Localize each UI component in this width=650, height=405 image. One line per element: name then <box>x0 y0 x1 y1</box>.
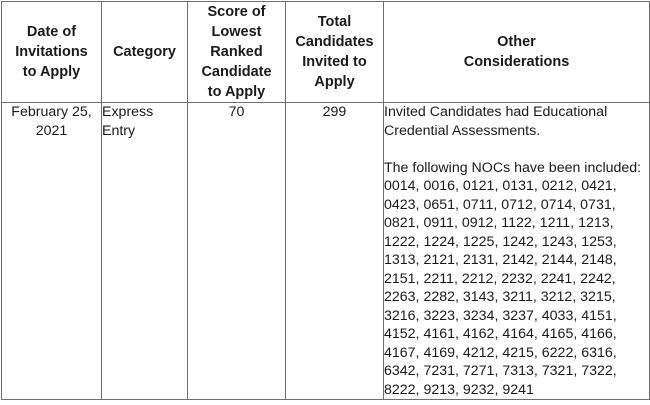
invitations-table <box>1 1 650 400</box>
noc-line: 0423, 0651, 0711, 0712, 0714, 0731, <box>384 196 616 213</box>
cell-total-value: 299 <box>322 104 347 120</box>
header-score-line: Lowest <box>211 24 262 40</box>
cell-date-line: February 25, <box>11 104 92 120</box>
header-date-line: Date of <box>26 24 77 40</box>
header-date <box>2 2 102 103</box>
header-date-line: to Apply <box>22 64 81 80</box>
cell-other <box>384 103 650 400</box>
header-score <box>188 2 286 103</box>
other-intro-line: Credential Assessments. <box>384 122 541 139</box>
other-intro-line: Invited Candidates had Educational <box>384 104 608 120</box>
header-total-line: Invited to <box>302 54 367 70</box>
header-score-line: to Apply <box>207 84 266 100</box>
noc-line: 0821, 0911, 0912, 1122, 1211, 1213, <box>384 215 614 231</box>
header-other-line: Other <box>497 34 536 50</box>
header-other-line: Considerations <box>463 54 570 70</box>
header-total <box>286 2 384 103</box>
noc-line: 8222, 9213, 9232, 9241 <box>384 381 534 398</box>
header-row <box>2 2 650 103</box>
noc-line: 1313, 2121, 2131, 2142, 2144, 2148, <box>384 252 617 268</box>
header-score-line: Ranked <box>210 44 263 60</box>
noc-intro: The following NOCs have been included: <box>384 159 642 176</box>
cell-score <box>188 103 286 400</box>
cell-score-value: 70 <box>228 104 245 120</box>
noc-line: 2263, 2282, 3143, 3211, 3212, 3215, <box>384 289 616 305</box>
cell-category <box>102 103 188 400</box>
header-category-line: Category <box>113 44 176 60</box>
noc-line: 0014, 0016, 0121, 0131, 0212, 0421, <box>384 178 617 194</box>
cell-category-line: Express <box>102 104 154 120</box>
cell-date <box>2 103 102 400</box>
noc-line: 6342, 7231, 7271, 7313, 7321, 7322, <box>384 363 617 379</box>
noc-line: 3216, 3223, 3234, 3237, 4033, 4151, <box>384 307 617 324</box>
noc-line: 2151, 2211, 2212, 2232, 2241, 2242, <box>384 270 616 287</box>
noc-line: 4152, 4161, 4162, 4164, 4165, 4166, <box>384 326 617 342</box>
table-row <box>2 103 650 400</box>
header-category <box>102 2 188 103</box>
header-other <box>384 2 650 103</box>
header-date-line: Invitations <box>15 44 88 60</box>
noc-list <box>384 177 649 399</box>
header-score-line: Score of <box>207 4 266 20</box>
cell-date-line: 2021 <box>35 122 68 139</box>
noc-line: 4167, 4169, 4212, 4215, 6222, 6316, <box>384 344 617 361</box>
paragraph-gap <box>384 140 649 159</box>
header-total-line: Total <box>317 14 352 30</box>
header-score-line: Candidate <box>201 64 272 80</box>
cell-total <box>286 103 384 400</box>
noc-line: 1222, 1224, 1225, 1242, 1243, 1253, <box>384 233 617 250</box>
header-total-line: Apply <box>314 74 355 90</box>
header-total-line: Candidates <box>295 34 374 50</box>
cell-category-line: Entry <box>102 122 136 139</box>
